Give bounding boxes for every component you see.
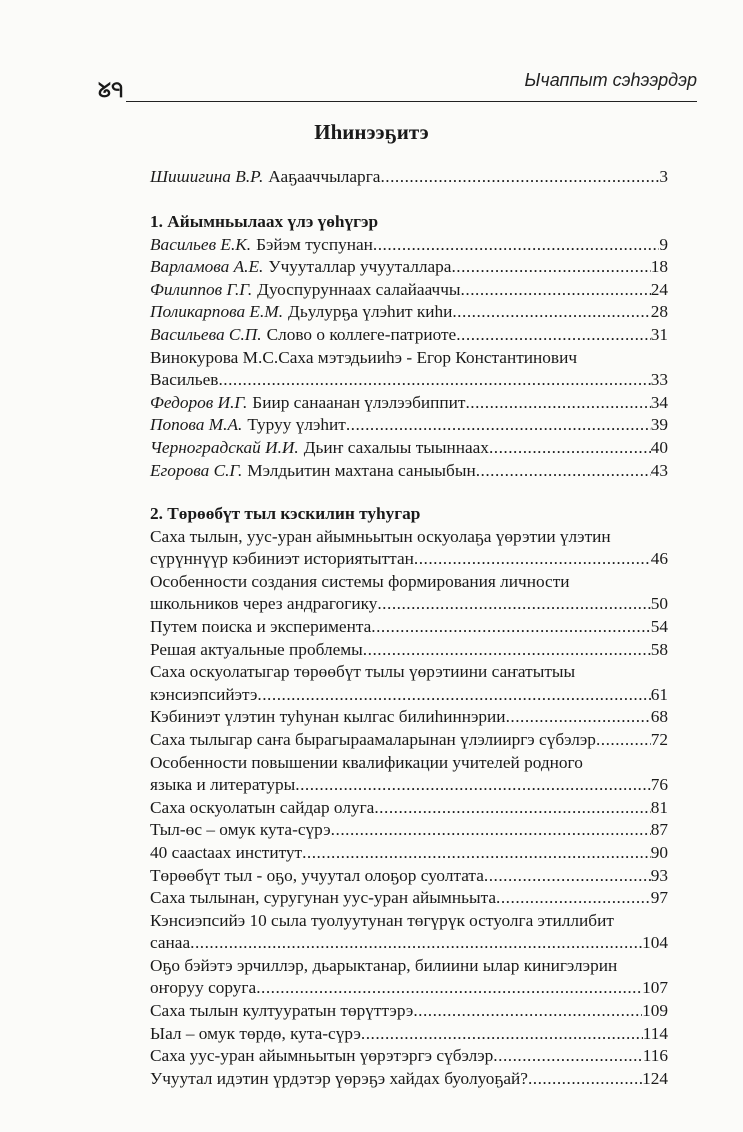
- dot-leader: [506, 706, 651, 729]
- toc-entry: [150, 347, 668, 392]
- dot-leader: [363, 639, 651, 662]
- toc-entry: [150, 1045, 668, 1068]
- entry-title-continued: языка и литературы: [150, 775, 296, 795]
- entry-page: 109: [642, 1001, 668, 1021]
- entry-title: Саха оскуолатыгар төрөөбүт тылы үөрэтиини саҥатытыы: [150, 662, 576, 682]
- entry-title: Дьулурҕа үлэһит киһи: [288, 302, 453, 322]
- toc-entry: [150, 526, 668, 571]
- dot-leader: [346, 414, 651, 437]
- entry-title: Дуоспуруннаах салайааччы: [257, 279, 461, 299]
- entry-title: Слово о коллеге-патриоте: [266, 324, 457, 344]
- entry-line-1: [150, 661, 668, 684]
- toc-entry: [150, 166, 668, 189]
- dot-leader: [452, 301, 650, 324]
- entry-page: 93: [650, 865, 668, 885]
- toc-entry: [150, 414, 668, 437]
- entry-page: 107: [642, 978, 668, 998]
- entry-page: 46: [650, 549, 668, 569]
- toc-entry: [150, 729, 668, 752]
- toc-entry: [150, 437, 668, 460]
- entry-title: Бэйэм туспунан: [256, 234, 373, 254]
- entry-page: 68: [650, 707, 668, 727]
- toc-entry: [150, 819, 668, 842]
- dot-leader: [493, 1045, 642, 1068]
- entry-line: [150, 977, 668, 1000]
- entry-line: [150, 1045, 668, 1068]
- entry-line: [150, 1000, 668, 1023]
- entry-line: [150, 279, 668, 302]
- toc-entry: [150, 460, 668, 483]
- entry-author: Попова М.А.: [150, 415, 243, 435]
- entry-author: Варламова А.Е.: [150, 257, 264, 277]
- entry-line: [150, 548, 668, 571]
- entry-page: 33: [650, 370, 668, 390]
- toc-entry: [150, 910, 668, 955]
- toc-entry: [150, 324, 668, 347]
- dot-leader: [456, 324, 650, 347]
- entry-line: [150, 392, 668, 415]
- entry-title: Путем поиска и эксперимента: [150, 616, 372, 636]
- entry-line-1: [150, 571, 668, 594]
- running-header: Ычаппыт сэһээрдэр: [524, 70, 697, 90]
- ornament-logo: ᘜᑫ: [98, 80, 123, 102]
- entry-page: 61: [650, 684, 668, 704]
- entry-line: [150, 729, 668, 752]
- entry-page: 116: [642, 1046, 668, 1066]
- dot-leader: [484, 865, 651, 888]
- dot-leader: [374, 797, 650, 820]
- entry-page: 3: [659, 167, 668, 186]
- toc-entry: [150, 301, 668, 324]
- entry-line: [150, 1023, 668, 1046]
- entry-line: [150, 414, 668, 437]
- entry-author: Винокурова М.С.: [150, 347, 279, 367]
- entry-page: 87: [650, 820, 668, 840]
- entry-page: 18: [650, 257, 668, 277]
- entry-title: Учуутал идэтин үрдэтэр үөрэҕэ хайдах буолуоҕай?: [150, 1068, 528, 1088]
- entry-page: 76: [650, 775, 668, 795]
- entry-title: Туруу үлэһит: [247, 415, 346, 435]
- entry-title: Мэлдьитин махтана саныыбын: [247, 460, 476, 480]
- dot-leader: [414, 548, 651, 571]
- toc-entry: [150, 865, 668, 888]
- entry-title: Биир санаанан үлэлээбиппит: [252, 392, 466, 412]
- entry-page: 90: [650, 842, 668, 862]
- entry-line-1: [150, 752, 668, 775]
- entry-line: [150, 301, 668, 324]
- entry-title: Кэбиниэт үлэтин туһунан кылгас билиһиннэрии: [150, 707, 506, 727]
- dot-leader: [190, 932, 642, 955]
- entry-title: Ыал – омук төрдө, кута-сүрэ: [150, 1023, 361, 1043]
- entry-line-1: [150, 347, 668, 370]
- toc-entry: [150, 661, 668, 706]
- entry-author: Васильева С.П.: [150, 324, 262, 344]
- dot-leader: [476, 460, 651, 483]
- entry-page: 43: [650, 460, 668, 480]
- entry-line: [150, 460, 668, 483]
- dot-leader: [413, 1000, 642, 1023]
- section-heading: 2. Төрөөбүт тыл кэскилин туһугар: [150, 504, 421, 523]
- entry-page: 104: [642, 933, 668, 953]
- entry-page: 39: [650, 415, 668, 435]
- toc-section-2: [150, 503, 668, 1090]
- entry-line: [150, 797, 668, 820]
- dot-leader: [451, 256, 650, 279]
- entry-page: 50: [650, 594, 668, 614]
- section-heading: 1. Айымньылаах үлэ үөһүгэр: [150, 212, 379, 231]
- entry-title: Саха тылын, уус-уран айымньытын оскуолаҕа үөрэтии үлэтин: [150, 526, 611, 546]
- entry-page: 58: [650, 639, 668, 659]
- entry-line: [150, 706, 668, 729]
- toc-entry: [150, 842, 668, 865]
- dot-leader: [489, 437, 651, 460]
- entry-line: [150, 932, 668, 955]
- toc-entry: [150, 639, 668, 662]
- dot-leader: [371, 616, 650, 639]
- dot-leader: [295, 774, 650, 797]
- toc-entry: [150, 752, 668, 797]
- entry-title: Особенности создания системы формирования личности: [150, 571, 570, 591]
- entry-title: Оҕо бэйэтэ эрчиллэр, дьарыктанар, билиини ылар кинигэлэрин: [150, 955, 618, 975]
- toc-entry: [150, 234, 668, 257]
- entry-title: Решая актуальные проблемы: [150, 639, 363, 659]
- toc-entry: [150, 797, 668, 820]
- toc-entry: [150, 1068, 668, 1091]
- dot-leader: [465, 392, 650, 415]
- entry-page: 81: [650, 797, 668, 817]
- entry-page: 9: [659, 234, 668, 254]
- entry-line: [150, 842, 668, 865]
- entry-line: [150, 774, 668, 797]
- entry-author: Федоров И.Г.: [150, 392, 248, 412]
- entry-title: Тыл-өс – омук кута-сүрэ: [150, 820, 331, 840]
- dot-leader: [331, 819, 651, 842]
- entry-author: Черноградскай И.И.: [150, 437, 299, 457]
- entry-title-continued: кэнсиэпсийэтэ: [150, 684, 258, 704]
- entry-title: Кэнсиэпсийэ 10 сыла туолуутунан төгүрүк остуолга этиллибит: [150, 910, 614, 930]
- toc-intro: [150, 166, 668, 189]
- dot-leader: [461, 279, 651, 302]
- entry-page: 114: [642, 1023, 668, 1043]
- entry-page: 31: [650, 324, 668, 344]
- entry-page: 54: [650, 616, 668, 636]
- entry-line: [150, 593, 668, 616]
- entry-author: Егорова С.Г.: [150, 460, 243, 480]
- entry-page: 34: [650, 392, 668, 412]
- entry-line: [150, 639, 668, 662]
- entry-title: Учууталлар учууталлара: [268, 257, 452, 277]
- dot-leader: [257, 684, 650, 707]
- toc-entry: [150, 887, 668, 910]
- entry-title-continued: школьников через андрагогику: [150, 594, 378, 614]
- toc-entry: [150, 706, 668, 729]
- toc-entry: [150, 616, 668, 639]
- entry-title: Саха оскуолатын сайдар олуга: [150, 797, 375, 817]
- entry-line: [150, 234, 668, 257]
- dot-leader: [528, 1068, 642, 1091]
- toc-entry: [150, 256, 668, 279]
- dot-leader: [302, 842, 651, 865]
- entry-line: [150, 1068, 668, 1091]
- entry-page: 28: [650, 302, 668, 322]
- entry-title: Дьиҥ сахалыы тыыннаах: [303, 437, 489, 457]
- entry-page: 24: [650, 279, 668, 299]
- dot-leader: [596, 729, 651, 752]
- entry-page: 124: [642, 1068, 668, 1088]
- entry-title: Саха уус-уран айымньытын үөрэтэргэ сүбэлэр: [150, 1046, 494, 1066]
- entry-line-1: [150, 910, 668, 933]
- entry-author: Поликарпова Е.М.: [150, 302, 284, 322]
- entry-title: Саха тылын култууратын төрүттэрэ: [150, 1001, 414, 1021]
- header-rule: [126, 101, 697, 102]
- entry-title: Ааҕааччыларга: [268, 167, 381, 186]
- toc-entry: [150, 1023, 668, 1046]
- dot-leader: [373, 234, 659, 257]
- entry-line-1: [150, 526, 668, 549]
- dot-leader: [361, 1023, 643, 1046]
- toc-entry: [150, 571, 668, 616]
- entry-line-1: [150, 955, 668, 978]
- entry-author: Васильев Е.К.: [150, 234, 252, 254]
- entry-line: [150, 887, 668, 910]
- entry-author: Филиппов Г.Г.: [150, 279, 253, 299]
- entry-page: 97: [650, 888, 668, 908]
- entry-title: Саха тылынан, суругунан уус-уран айымньыта: [150, 888, 497, 908]
- entry-author: Шишигина В.Р.: [150, 167, 264, 186]
- entry-page: 40: [650, 437, 668, 457]
- dot-leader: [218, 369, 650, 392]
- entry-line: [150, 324, 668, 347]
- dot-leader: [256, 977, 642, 1000]
- entry-title-continued: Васильев: [150, 370, 219, 390]
- dot-leader: [377, 593, 650, 616]
- dot-leader: [496, 887, 651, 910]
- toc-entry: [150, 279, 668, 302]
- entry-title: Саха тылыгар саҥа бырагыраамаларынан үлэлииргэ сүбэлэр: [150, 729, 596, 749]
- entry-title: Саха мэтэдьииһэ - Егор Константинович: [278, 347, 578, 367]
- entry-line: [150, 684, 668, 707]
- entry-line: [150, 819, 668, 842]
- entry-page: 72: [650, 729, 668, 749]
- entry-title-continued: сүрүннүүр кэбиниэт историятыттан: [150, 549, 414, 569]
- page-title: Иһинээҕитэ: [314, 120, 429, 144]
- toc-section-1: [150, 211, 668, 482]
- entry-line: [150, 256, 668, 279]
- entry-line: [150, 865, 668, 888]
- entry-line: [150, 437, 668, 460]
- entry-title: 40 сааctаах институт: [150, 842, 303, 862]
- entry-title: Төрөөбүт тыл - оҕо, учуутал олоҕор суолтата: [150, 865, 484, 885]
- entry-title-continued: оҥоруу соруга: [150, 978, 257, 998]
- toc-entry: [150, 392, 668, 415]
- entry-line: [150, 369, 668, 392]
- entry-title: Особенности повышении квалификации учителей родного: [150, 752, 583, 772]
- entry-title-continued: санаа: [150, 933, 191, 953]
- toc-entry: [150, 1000, 668, 1023]
- dot-leader: [380, 166, 659, 189]
- toc-entry: [150, 955, 668, 1000]
- entry-line: [150, 616, 668, 639]
